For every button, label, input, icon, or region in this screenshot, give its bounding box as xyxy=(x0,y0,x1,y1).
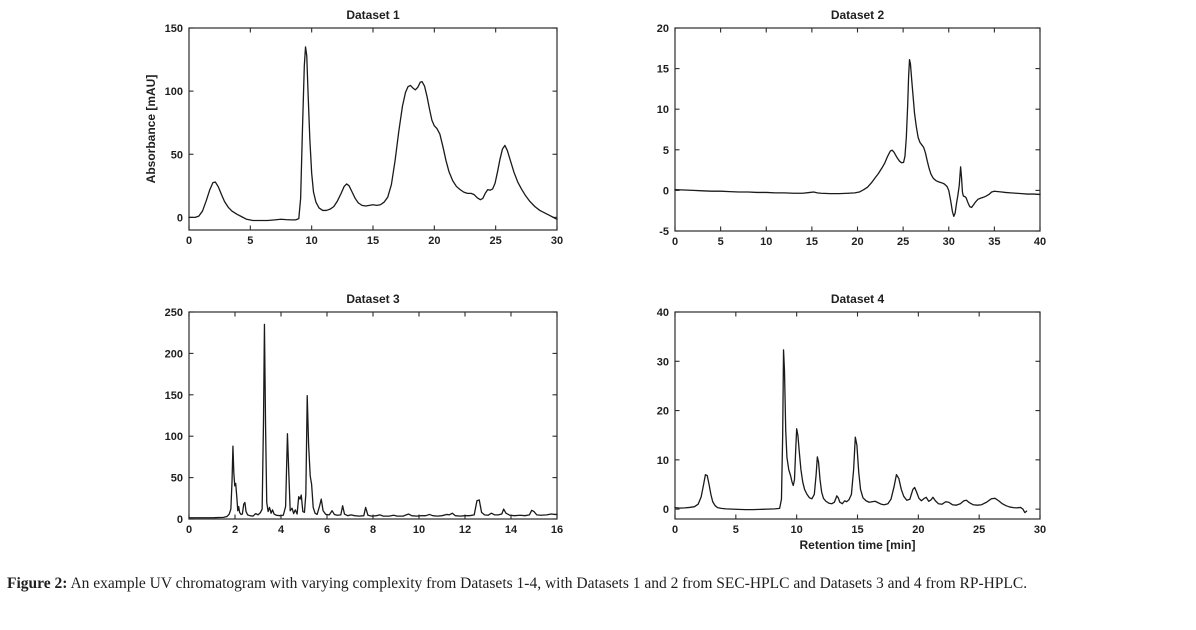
x-tick-label: 20 xyxy=(851,236,864,248)
chart-title: Dataset 1 xyxy=(346,8,400,22)
x-tick-label: 25 xyxy=(897,236,910,248)
axis-frame xyxy=(189,28,557,230)
y-tick-label: 150 xyxy=(164,23,183,35)
y-tick-label: 15 xyxy=(656,63,669,76)
x-tick-label: 15 xyxy=(851,524,864,536)
y-tick-label: 200 xyxy=(164,348,183,361)
x-tick-label: 12 xyxy=(458,524,472,536)
subplot-dataset-1 xyxy=(140,0,580,262)
chart-title: Dataset 3 xyxy=(346,292,400,306)
caption-label: Figure 2: xyxy=(7,575,68,592)
y-tick-label: 30 xyxy=(656,356,669,369)
x-tick-label: 15 xyxy=(805,236,818,248)
y-tick-label: 0 xyxy=(176,514,183,526)
y-tick-label: 40 xyxy=(656,307,669,319)
x-tick-label: 16 xyxy=(550,524,564,536)
chart-canvas-dataset-3 xyxy=(140,284,580,560)
axis-frame xyxy=(189,312,557,519)
x-tick-label: 5 xyxy=(717,236,724,248)
x-tick-label: 14 xyxy=(504,524,518,536)
x-tick-label: 25 xyxy=(489,235,502,247)
series-line xyxy=(675,350,1027,513)
y-tick-label: 50 xyxy=(170,149,183,162)
x-tick-label: 10 xyxy=(305,235,318,247)
y-tick-label: 100 xyxy=(164,431,183,444)
subplot-dataset-3 xyxy=(140,284,580,560)
x-tick-label: 5 xyxy=(732,524,739,536)
y-tick-label: 5 xyxy=(662,144,669,157)
chart-canvas-dataset-4 xyxy=(620,284,1080,560)
subplot-dataset-4 xyxy=(620,284,1080,560)
x-tick-label: 0 xyxy=(671,236,679,248)
y-tick-label: 150 xyxy=(164,389,183,402)
y-tick-label: 20 xyxy=(656,23,669,35)
x-tick-label: 35 xyxy=(988,236,1001,248)
y-tick-label: 10 xyxy=(656,104,669,117)
x-tick-label: 0 xyxy=(185,524,193,536)
chart-title: Dataset 4 xyxy=(830,292,885,306)
subplot-dataset-2 xyxy=(620,0,1080,262)
caption-text: An example UV chromatogram with varying complexity from Datasets 1-4, with Datasets 1 and 2 from SEC-HPLC and Datasets 3 and 4 from RP-HPLC. xyxy=(67,575,1028,592)
x-tick-label: 15 xyxy=(366,235,380,247)
y-tick-label: 250 xyxy=(164,307,183,319)
x-tick-label: 6 xyxy=(323,524,331,536)
x-tick-label: 30 xyxy=(942,236,955,248)
y-tick-label: 20 xyxy=(656,405,669,418)
x-tick-label: 5 xyxy=(247,235,254,247)
y-tick-label: -5 xyxy=(659,226,669,238)
x-axis-label: Retention time [min] xyxy=(799,538,916,552)
chart-canvas-dataset-1 xyxy=(140,0,580,262)
y-tick-label: 100 xyxy=(164,86,183,99)
series-line xyxy=(189,324,557,517)
x-tick-label: 0 xyxy=(671,524,679,536)
x-tick-label: 20 xyxy=(912,524,925,536)
y-tick-label: 10 xyxy=(656,454,669,467)
chart-canvas-dataset-2 xyxy=(620,0,1080,262)
x-tick-label: 30 xyxy=(1033,524,1047,536)
x-tick-label: 2 xyxy=(231,524,239,536)
y-tick-label: 0 xyxy=(176,212,183,225)
x-tick-label: 25 xyxy=(973,524,986,536)
x-tick-label: 8 xyxy=(369,524,377,536)
x-tick-label: 30 xyxy=(550,235,564,247)
y-tick-label: 50 xyxy=(170,472,183,485)
y-tick-label: 0 xyxy=(662,504,669,517)
x-tick-label: 0 xyxy=(185,235,193,247)
y-tick-label: 0 xyxy=(662,185,669,198)
axis-frame xyxy=(675,312,1040,519)
series-line xyxy=(189,47,557,221)
x-tick-label: 4 xyxy=(277,524,285,536)
x-tick-label: 10 xyxy=(790,524,803,536)
x-tick-label: 10 xyxy=(760,236,773,248)
figure-caption xyxy=(7,574,1190,593)
y-axis-label: Absorbance [mAU] xyxy=(144,74,158,184)
x-tick-label: 20 xyxy=(428,235,441,247)
chart-title: Dataset 2 xyxy=(830,8,885,22)
x-tick-label: 40 xyxy=(1033,236,1047,248)
axis-frame xyxy=(675,28,1040,231)
x-tick-label: 10 xyxy=(412,524,426,536)
series-line xyxy=(675,60,1040,217)
